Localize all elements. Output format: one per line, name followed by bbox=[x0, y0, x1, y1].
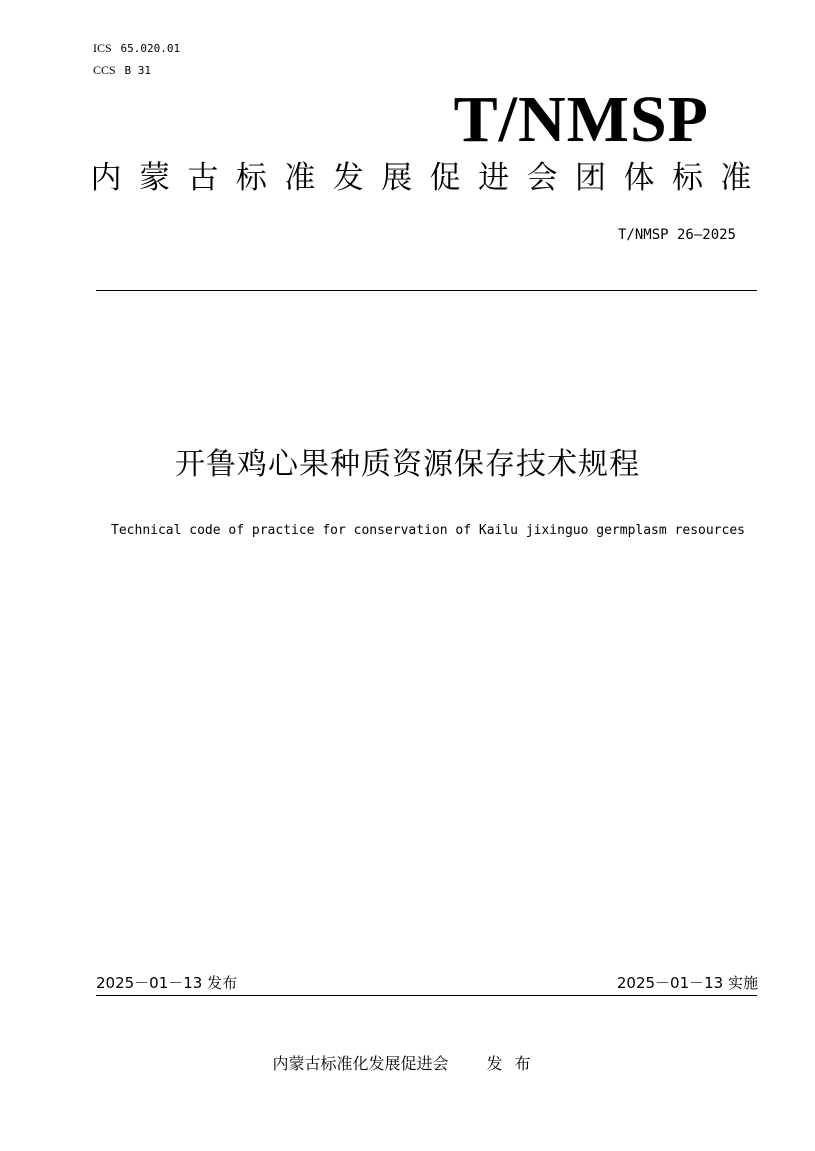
ccs-code-line bbox=[93, 62, 151, 79]
org-name-char: 展 bbox=[381, 160, 413, 196]
org-name-char: 古 bbox=[187, 160, 219, 196]
ics-value: 65.020.01 bbox=[120, 42, 181, 55]
organization-standard-name bbox=[90, 156, 752, 200]
ics-label: ICS bbox=[93, 41, 112, 55]
org-name-char: 标 bbox=[235, 160, 267, 196]
standard-mark: T/NMSP bbox=[453, 83, 709, 156]
publisher-line bbox=[0, 1052, 815, 1076]
document-title-english: Technical code of practice for conservation of Kailu jixinguo germplasm resources bbox=[111, 523, 745, 538]
standard-number: T/NMSP 26—2025 bbox=[617, 227, 736, 243]
document-title-chinese: 开鲁鸡心果种质资源保存技术规程 bbox=[175, 447, 640, 482]
ccs-value: B 31 bbox=[124, 64, 152, 77]
issue-date: 2025－01－13 发布 bbox=[96, 974, 238, 992]
publisher-org: 内蒙古标准化发展促进会 bbox=[272, 1054, 449, 1073]
org-name-char: 内 bbox=[90, 160, 122, 196]
implementation-date: 2025－01－13 实施 bbox=[616, 974, 758, 992]
org-name-char: 蒙 bbox=[138, 160, 170, 196]
org-name-char: 准 bbox=[284, 160, 316, 196]
org-name-char: 准 bbox=[720, 160, 752, 196]
org-name-char: 体 bbox=[623, 160, 655, 196]
top-divider bbox=[96, 290, 757, 291]
org-name-char: 会 bbox=[526, 160, 558, 196]
org-name-char: 标 bbox=[671, 160, 703, 196]
publish-action: 发布 bbox=[486, 1054, 543, 1073]
org-name-char: 团 bbox=[575, 160, 607, 196]
ccs-label: CCS bbox=[93, 63, 116, 77]
ics-code-line bbox=[93, 40, 180, 57]
org-name-char: 促 bbox=[429, 160, 461, 196]
bottom-divider bbox=[96, 995, 757, 996]
org-name-char: 发 bbox=[332, 160, 364, 196]
org-name-char: 进 bbox=[478, 160, 510, 196]
